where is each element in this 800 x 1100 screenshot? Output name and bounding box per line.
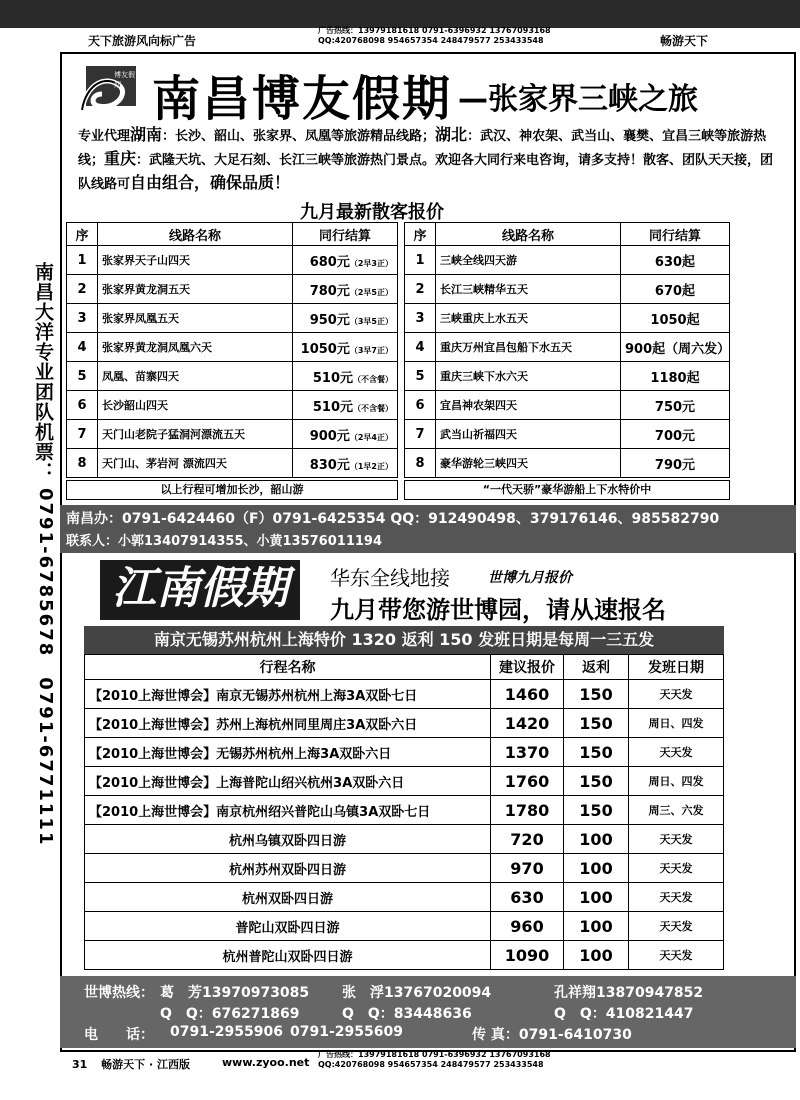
row-rebate: 100 [564, 912, 629, 941]
row-rebate: 150 [564, 767, 629, 796]
header-hotline [318, 26, 551, 46]
row-price-note: （不含餐） [353, 374, 393, 384]
row-rebate: 150 [564, 796, 629, 825]
row-price-note: （3早5正） [349, 316, 393, 326]
row-price: 1460 [491, 680, 564, 709]
col-route: 行程名称 [85, 655, 491, 680]
row-route: 武当山祈福四天 [436, 420, 621, 449]
row-price-cell [293, 275, 398, 304]
intro-text-3: ：武汉、神农架、武当山、襄樊、宜昌三峡等旅游热线； [78, 129, 767, 168]
ad1-left-note: 以上行程可增加长沙，韶山游 [66, 480, 398, 500]
row-no: 8 [67, 449, 98, 478]
row-no: 5 [67, 362, 98, 391]
row-day: 周三、六发 [629, 796, 724, 825]
table-row [85, 767, 724, 796]
table-row [67, 333, 398, 362]
ad1-contact-person: 联系人：小郭13407914355、小黄13576011194 [66, 534, 382, 549]
side-ticket-phones: 0791-6785678 0791-6771111 [35, 488, 56, 847]
row-price-cell [293, 246, 398, 275]
ad2-headline-1-sub: 世博九月报价 [488, 570, 572, 586]
row-no: 7 [405, 420, 436, 449]
bottom-hotline-1: 广告热线：13979181618 0791-6396932 13767093168 [318, 1050, 551, 1059]
row-route: 三峡全线四天游 [436, 246, 621, 275]
table-header-row [67, 223, 398, 246]
table-row [405, 449, 730, 478]
footer-qq-2: Q Q：83448636 [342, 1006, 472, 1022]
row-route: 杭州普陀山双卧四日游 [85, 941, 491, 970]
col-rebate: 返利 [564, 655, 629, 680]
row-price: 1420 [491, 709, 564, 738]
ad1-intro [78, 124, 778, 196]
row-price: 1370 [491, 738, 564, 767]
table-row [405, 391, 730, 420]
row-no: 4 [67, 333, 98, 362]
row-price: 970 [491, 854, 564, 883]
bottom-hotline [318, 1050, 551, 1070]
col-route: 线路名称 [98, 223, 293, 246]
row-route: 【2010上海世博会】无锡苏州杭州上海3A双卧六日 [85, 738, 491, 767]
row-day: 周日、四发 [629, 767, 724, 796]
row-price: 790元 [621, 449, 730, 478]
row-price-cell [293, 304, 398, 333]
table-row [85, 796, 724, 825]
row-price: 700元 [621, 420, 730, 449]
row-no: 5 [405, 362, 436, 391]
ad2-headline-2: 九月带您游世博园，请从速报名 [330, 596, 666, 624]
page-number: 31 [72, 1058, 88, 1071]
row-price: 1180起 [621, 362, 730, 391]
row-route: 张家界凤凰五天 [98, 304, 293, 333]
table-row [67, 246, 398, 275]
row-no: 3 [405, 304, 436, 333]
intro-text-2: ：长沙、韶山、张家界、凤凰等旅游精品线路； [162, 129, 436, 144]
row-route: 张家界黄龙洞五天 [98, 275, 293, 304]
row-rebate: 100 [564, 825, 629, 854]
table-row [405, 304, 730, 333]
intro-hunan: 湖南 [130, 125, 163, 144]
row-rebate: 100 [564, 941, 629, 970]
table-row [67, 420, 398, 449]
row-price-note: （1早2正） [349, 461, 393, 471]
table-header-row [405, 223, 730, 246]
table-row [67, 391, 398, 420]
intro-text-4: ：武隆天坑、大足石刻、长江三峡等旅游热门景点。欢迎各大同行来电咨询，请多支持！散客、团队天天接，团队线路可 [78, 153, 774, 192]
ad1-title-main: 南昌博友假期 [152, 71, 453, 127]
row-price: 1050起 [621, 304, 730, 333]
bottom-page-info [72, 1056, 190, 1072]
row-day: 天天发 [629, 738, 724, 767]
row-route: 杭州苏州双卧四日游 [85, 854, 491, 883]
ad1-right-note: “一代天骄”豪华游船上下水特价中 [404, 480, 730, 500]
table-row [85, 912, 724, 941]
boyou-logo-icon [76, 64, 140, 118]
header-left-title: 天下旅游风向标广告 [88, 34, 197, 48]
header-right-title: 畅游天下 [660, 34, 709, 48]
row-price-note: （3早7正） [349, 345, 393, 355]
bottom-hotline-2: QQ:420768098 954657354 248479577 253433548 [318, 1060, 544, 1069]
col-price: 同行结算 [621, 223, 730, 246]
intro-chongqing: 重庆 [104, 149, 137, 168]
row-no: 3 [67, 304, 98, 333]
header-hotline-1: 广告热线：13979181618 0791-6396932 13767093168 [318, 26, 551, 35]
row-route: 长江三峡精华五天 [436, 275, 621, 304]
row-route: 杭州乌镇双卧四日游 [85, 825, 491, 854]
ad2-table-body [85, 680, 724, 970]
row-route: 杭州双卧四日游 [85, 883, 491, 912]
row-day: 天天发 [629, 883, 724, 912]
magazine-name: 畅游天下 · 江西版 [101, 1058, 190, 1071]
row-no: 2 [405, 275, 436, 304]
row-route: 宜昌神农架四天 [436, 391, 621, 420]
ad1-left-price-table [66, 222, 398, 478]
row-price: 1760 [491, 767, 564, 796]
intro-text-5: 自由组合，确保品质！ [130, 173, 291, 192]
table-row [67, 304, 398, 333]
row-day: 天天发 [629, 825, 724, 854]
footer-qq-3: Q Q：410821447 [554, 1006, 694, 1022]
bottom-website: www.zyoo.net [222, 1056, 310, 1069]
row-price: 780元 [309, 283, 350, 299]
row-price: 960 [491, 912, 564, 941]
footer-tel-2: 0791-2955609 [290, 1024, 403, 1040]
table-row [405, 420, 730, 449]
row-price: 630 [491, 883, 564, 912]
row-price: 670起 [621, 275, 730, 304]
ad2-footer-band [60, 976, 796, 1048]
ad1-section-title: 九月最新散客报价 [300, 202, 444, 223]
header-bar [0, 0, 800, 28]
footer-fax: 传 真：0791-6410730 [472, 1027, 632, 1043]
row-price-note: （2早5正） [349, 287, 393, 297]
row-rebate: 100 [564, 854, 629, 883]
logo-text: 博友假期 [114, 71, 135, 89]
row-price-note: （2早3正） [349, 258, 393, 268]
right-table-body [405, 246, 730, 478]
row-route: 重庆万州宜昌包船下水五天 [436, 333, 621, 362]
table-row [85, 883, 724, 912]
row-price-cell [293, 362, 398, 391]
row-day: 天天发 [629, 854, 724, 883]
row-no: 4 [405, 333, 436, 362]
row-price: 900元 [309, 428, 350, 444]
table-row [67, 275, 398, 304]
intro-hubei: 湖北 [435, 125, 468, 144]
col-price: 建议报价 [491, 655, 564, 680]
row-route: 三峡重庆上水五天 [436, 304, 621, 333]
header-hotline-2: QQ:420768098 954657354 248479577 253433548 [318, 36, 544, 45]
table-row [67, 362, 398, 391]
col-no: 序 [405, 223, 436, 246]
table-header-row [85, 655, 724, 680]
row-price-cell [293, 333, 398, 362]
row-price: 950元 [309, 312, 350, 328]
row-no: 1 [405, 246, 436, 275]
footer-qq-1: Q Q：676271869 [160, 1006, 300, 1022]
row-price: 1090 [491, 941, 564, 970]
footer-contact-3: 孔祥翔13870947852 [554, 985, 704, 1001]
row-price: 900起（周六发） [621, 333, 730, 362]
row-price: 510元 [312, 399, 353, 415]
row-price: 630起 [621, 246, 730, 275]
row-route: 【2010上海世博会】上海普陀山绍兴杭州3A双卧六日 [85, 767, 491, 796]
footer-contact-2: 张 浮13767020094 [342, 985, 492, 1001]
ad2-special-banner: 南京无锡苏州杭州上海特价 1320 返利 150 发班日期是每周一三五发 [84, 626, 724, 654]
row-rebate: 150 [564, 680, 629, 709]
row-route: 【2010上海世博会】南京无锡苏州杭州上海3A双卧七日 [85, 680, 491, 709]
row-price: 1050元 [300, 341, 350, 357]
row-price: 510元 [312, 370, 353, 386]
row-price: 680元 [309, 254, 350, 270]
row-route: 天门山老院子猛洞河漂流五天 [98, 420, 293, 449]
ad2-price-table [84, 654, 724, 970]
footer-tel-1: 0791-2955906 [170, 1024, 283, 1040]
row-price: 830元 [309, 457, 350, 473]
table-row [405, 275, 730, 304]
intro-text-1: 专业代理 [78, 129, 131, 144]
ad1-title-sub: —张家界三峡之旅 [458, 82, 698, 117]
row-route: 【2010上海世博会】南京杭州绍兴普陀山乌镇3A双卧七日 [85, 796, 491, 825]
row-route: 【2010上海世博会】苏州上海杭州同里周庄3A双卧六日 [85, 709, 491, 738]
row-price: 750元 [621, 391, 730, 420]
row-route: 重庆三峡下水六天 [436, 362, 621, 391]
row-route: 凤凰、苗寨四天 [98, 362, 293, 391]
row-price: 1780 [491, 796, 564, 825]
row-day: 天天发 [629, 941, 724, 970]
row-no: 2 [67, 275, 98, 304]
ad1-contact-office: 南昌办：0791-6424460（F）0791-6425354 QQ：912490498、379176146、985582790 [66, 511, 720, 527]
row-no: 1 [67, 246, 98, 275]
row-rebate: 150 [564, 738, 629, 767]
col-no: 序 [67, 223, 98, 246]
row-route: 天门山、茅岩河 漂流四天 [98, 449, 293, 478]
table-row [85, 854, 724, 883]
col-day: 发班日期 [629, 655, 724, 680]
row-route: 普陀山双卧四日游 [85, 912, 491, 941]
row-rebate: 100 [564, 883, 629, 912]
row-route: 长沙韶山四天 [98, 391, 293, 420]
row-day: 天天发 [629, 912, 724, 941]
table-row [85, 941, 724, 970]
row-route: 张家界天子山四天 [98, 246, 293, 275]
footer-tel-label: 电 话： [84, 1027, 154, 1043]
table-row [85, 680, 724, 709]
table-row [85, 709, 724, 738]
row-price-note: （2早4正） [349, 432, 393, 442]
row-no: 8 [405, 449, 436, 478]
row-no: 7 [67, 420, 98, 449]
row-day: 天天发 [629, 680, 724, 709]
ad1-right-price-table [404, 222, 730, 478]
ad2-headline-1: 华东全线地接 [330, 566, 450, 590]
row-price-cell [293, 391, 398, 420]
footer-contact-1: 葛 芳13970973085 [160, 985, 310, 1001]
row-price-cell [293, 420, 398, 449]
table-row [67, 449, 398, 478]
row-price-note: （不含餐） [353, 403, 393, 413]
left-table-body [67, 246, 398, 478]
col-route: 线路名称 [436, 223, 621, 246]
table-row [85, 738, 724, 767]
row-rebate: 150 [564, 709, 629, 738]
table-row [405, 246, 730, 275]
table-row [405, 362, 730, 391]
table-row [85, 825, 724, 854]
row-route: 豪华游轮三峡四天 [436, 449, 621, 478]
row-no: 6 [405, 391, 436, 420]
col-price: 同行结算 [293, 223, 398, 246]
row-price: 720 [491, 825, 564, 854]
row-no: 6 [67, 391, 98, 420]
table-row [405, 333, 730, 362]
jiangnan-logo: 江南假期 [100, 560, 300, 620]
footer-hot-label: 世博热线： [84, 985, 154, 1001]
row-route: 张家界黄龙洞凤凰六天 [98, 333, 293, 362]
row-price-cell [293, 449, 398, 478]
row-day: 周日、四发 [629, 709, 724, 738]
side-ticket-label: 南昌大洋专业团队机票： [32, 262, 54, 482]
